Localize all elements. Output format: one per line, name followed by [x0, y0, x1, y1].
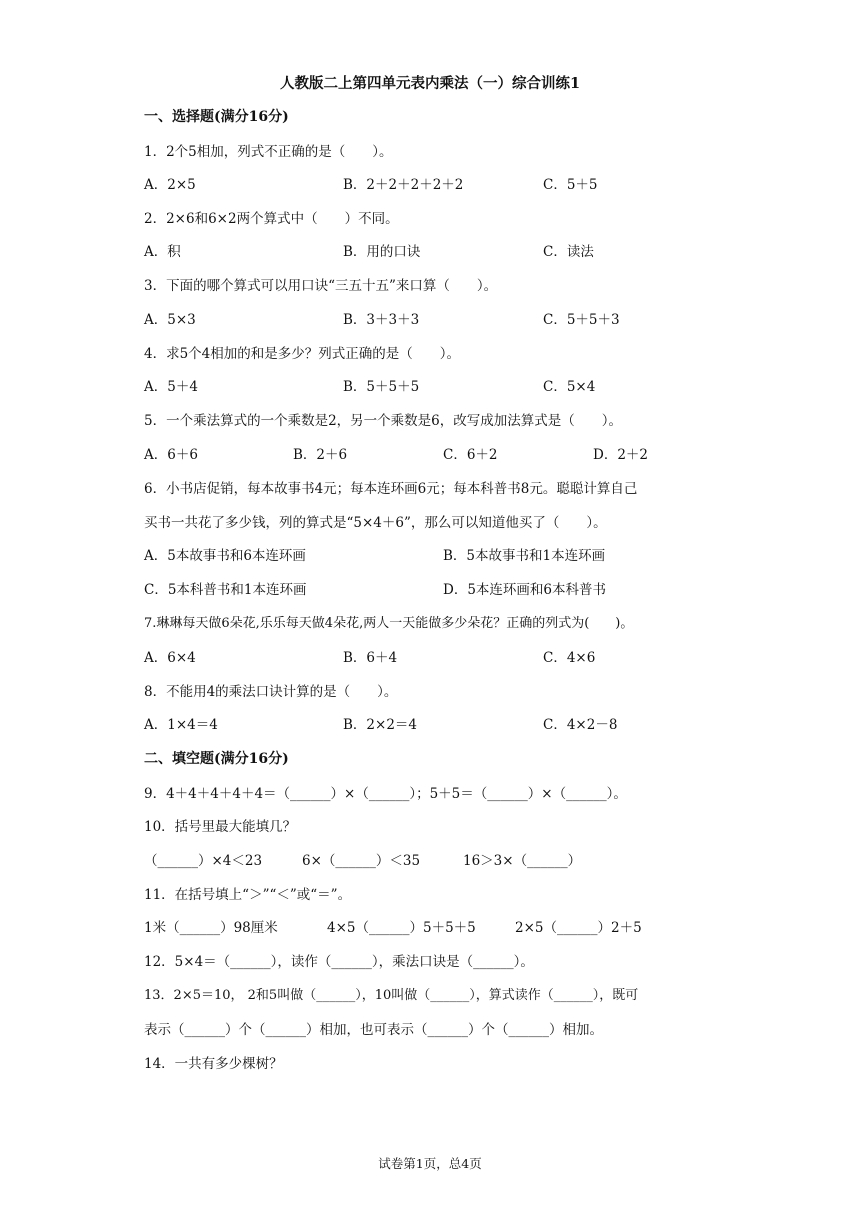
option-c: C．4×6 [543, 650, 596, 666]
question-12: 12．5×4＝（______），读作（______），乘法口诀是（______）。 [144, 954, 534, 970]
option-a: A．5＋4 [144, 379, 198, 395]
page-footer: 试卷第1页，总4页 [378, 1156, 482, 1171]
option-a: A．6＋6 [144, 447, 198, 463]
option-b: B．2＋2＋2＋2＋2 [343, 177, 464, 193]
fill-item-2: 4×5（______）5＋5＋5 [327, 920, 476, 936]
question-11: 11．在括号填上“＞”“＜”或“＝”。 [144, 887, 352, 903]
question-4: 4．求5个4相加的和是多少？列式正确的是（ ）。 [144, 346, 461, 362]
question-13-line-1: 13．2×5＝10， 2和5叫做（______），10叫做（______），算式读作（______），既可 [144, 988, 639, 1003]
section-heading-choice: 一、选择题(满分16分) [144, 109, 289, 125]
question-14: 14．一共有多少棵树？ [144, 1056, 283, 1072]
question-9: 9．4＋4＋4＋4＋4＝（______）×（______）；5＋5＝（______）×（______）。 [144, 786, 627, 802]
option-b: B．用的口诀 [343, 244, 421, 260]
option-c: C．5＋5 [543, 177, 598, 193]
fill-item-3: 2×5（______）2＋5 [515, 920, 642, 936]
question-6-line-1: 6．小书店促销，每本故事书4元；每本连环画6元；每本科普书8元。聪聪计算自己 [144, 481, 638, 497]
option-b: B．5本故事书和1本连环画 [443, 548, 606, 564]
question-10: 10．括号里最大能填几？ [144, 819, 297, 835]
document-title: 人教版二上第四单元表内乘法（一）综合训练1 [279, 75, 581, 92]
option-a: A．2×5 [144, 177, 196, 193]
option-b: B．2＋6 [293, 447, 348, 463]
fill-item-3: 16＞3×（______） [463, 853, 582, 869]
option-b: B．3＋3＋3 [343, 312, 420, 328]
section-heading-fill: 二、填空题(满分16分) [144, 751, 289, 767]
option-b: B．5＋5＋5 [343, 379, 420, 395]
option-a: A．5本故事书和6本连环画 [144, 548, 306, 564]
option-c: C．5＋5＋3 [543, 312, 620, 328]
fill-item-1: （______）×4＜23 [144, 853, 263, 869]
question-5: 5．一个乘法算式的一个乘数是2，另一个乘数是6，改写成加法算式是（ ）。 [144, 413, 623, 429]
question-2: 2．2×6和6×2两个算式中（ ）不同。 [144, 211, 399, 227]
option-a: A．积 [144, 244, 181, 260]
question-13-line-2: 表示（______）个（______）相加，也可表示（______）个（______）相加。 [144, 1022, 603, 1038]
option-c: C．读法 [543, 244, 594, 260]
option-a: A．5×3 [144, 312, 196, 328]
option-c: C．4×2－8 [543, 717, 618, 733]
question-7: 7.琳琳每天做6朵花,乐乐每天做4朵花,两人一天能做多少朵花？正确的列式为( )。 [144, 616, 634, 631]
question-1: 1．2个5相加，列式不正确的是（ ）。 [144, 144, 393, 160]
option-c: C．5本科普书和1本连环画 [144, 582, 307, 598]
question-3: 3．下面的哪个算式可以用口诀“三五十五”来口算（ ）。 [144, 278, 498, 294]
option-d: D．5本连环画和6本科普书 [443, 582, 607, 598]
question-8: 8．不能用4的乘法口诀计算的是（ ）。 [144, 684, 398, 700]
option-c: C．5×4 [543, 379, 596, 395]
fill-item-1: 1米（______）98厘米 [144, 920, 278, 936]
option-b: B．2×2＝4 [343, 717, 417, 733]
fill-item-2: 6×（______）＜35 [302, 853, 421, 869]
option-a: A．6×4 [144, 650, 196, 666]
option-d: D．2＋2 [593, 447, 649, 463]
option-c: C．6＋2 [443, 447, 498, 463]
question-6-line-2: 买书一共花了多少钱，列的算式是“5×4＋6”，那么可以知道他买了（ ）。 [144, 515, 607, 531]
option-b: B．6＋4 [343, 650, 398, 666]
option-a: A．1×4＝4 [144, 717, 218, 733]
